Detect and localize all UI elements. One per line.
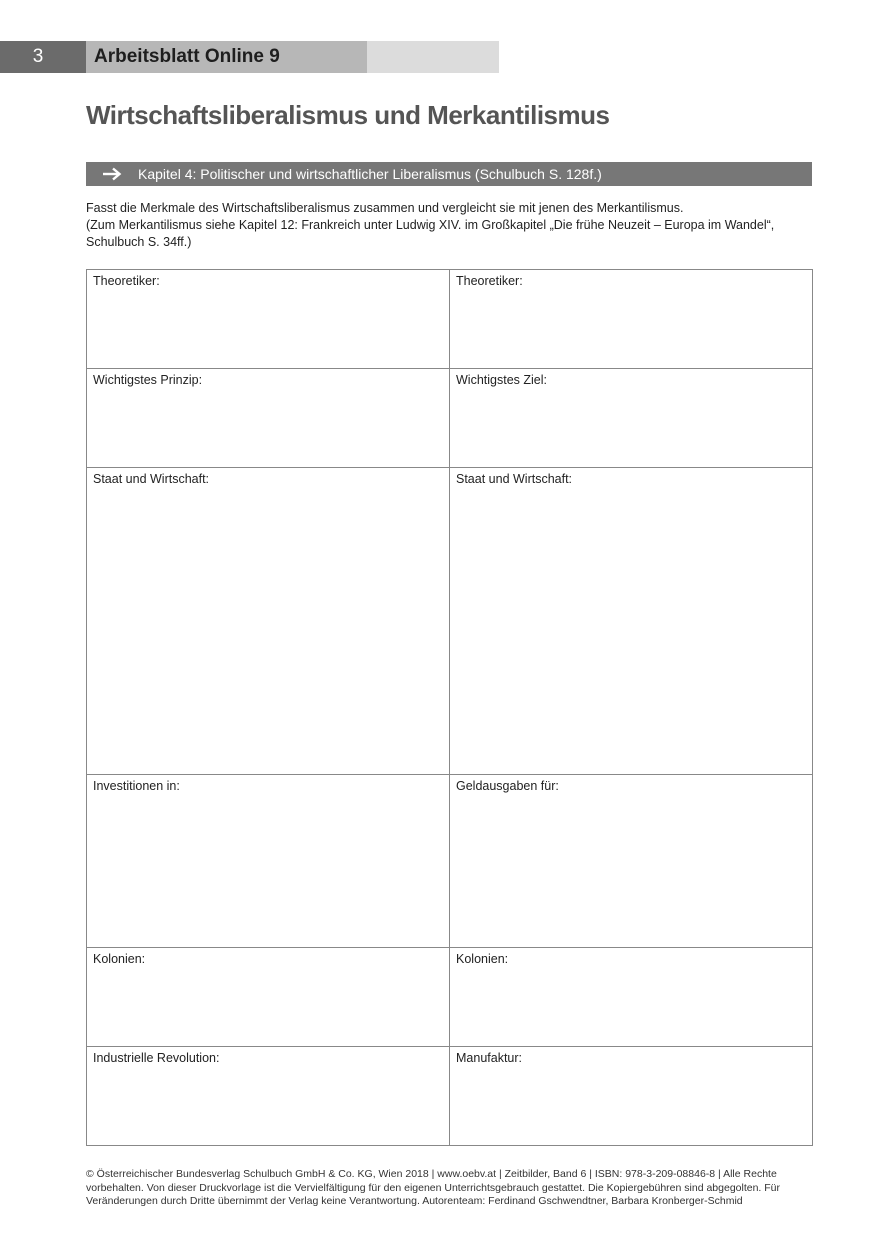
- page-number: 3: [0, 41, 86, 73]
- answer-cell-prinzip[interactable]: Wichtigstes Prinzip:: [87, 369, 450, 468]
- comparison-table: [86, 269, 813, 1146]
- answer-cell-kolonien-left[interactable]: Kolonien:: [87, 948, 450, 1047]
- answer-cell-geldausgaben[interactable]: Geldausgaben für:: [450, 775, 813, 948]
- answer-cell-industrielle-revolution[interactable]: Industrielle Revolution:: [87, 1047, 450, 1146]
- arrow-right-icon: [86, 167, 138, 181]
- header-filler: [367, 41, 499, 73]
- chapter-reference-text: Kapitel 4: Politischer und wirtschaftlicher Liberalismus (Schulbuch S. 128f.): [138, 166, 602, 182]
- instruction-line: Fasst die Merkmale des Wirtschaftsliberalismus zusammen und vergleicht sie mit jenen des Merkantilismus.: [86, 201, 684, 215]
- answer-cell-theoretiker-right[interactable]: Theoretiker:: [450, 270, 813, 369]
- table-row: [87, 369, 813, 468]
- table-row: [87, 1047, 813, 1146]
- answer-cell-staat-wirtschaft-right[interactable]: Staat und Wirtschaft:: [450, 468, 813, 775]
- table-row: [87, 270, 813, 369]
- answer-cell-kolonien-right[interactable]: Kolonien:: [450, 948, 813, 1047]
- answer-cell-investitionen[interactable]: Investitionen in:: [87, 775, 450, 948]
- table-row: [87, 948, 813, 1047]
- table-row: [87, 775, 813, 948]
- answer-cell-manufaktur[interactable]: Manufaktur:: [450, 1047, 813, 1146]
- table-row: [87, 468, 813, 775]
- answer-cell-theoretiker-left[interactable]: Theoretiker:: [87, 270, 450, 369]
- answer-cell-staat-wirtschaft-left[interactable]: Staat und Wirtschaft:: [87, 468, 450, 775]
- copyright-text: © Österreichischer Bundesverlag Schulbuch GmbH & Co. KG, Wien 2018 | www.oebv.at | Zeitbilder, Band 6 | ISBN: 978-3-209-08846-8 | Alle Rechte vorbehalten. Von dieser Druckvorlage ist die Vervielfältigung für den eigenen Unterrichtsgebrauch gestattet. Die Kopiergebühren sind abgegolten. Für Veränderungen durch Dritte übernimmt der Verlag keine Verantwortung. Autorenteam: Ferdinand Gschwendtner, Barbara Kronberger-Schmid: [86, 1168, 781, 1207]
- chapter-reference-bar: [86, 162, 812, 186]
- worksheet-header: [0, 41, 499, 73]
- worksheet-label: Arbeitsblatt Online 9: [86, 41, 367, 73]
- answer-cell-ziel[interactable]: Wichtigstes Ziel:: [450, 369, 813, 468]
- instruction-note: (Zum Merkantilismus siehe Kapitel 12: Frankreich unter Ludwig XIV. im Großkapitel „Die frühe Neuzeit – Europa im Wandel“, Schulbuch S. 34ff.): [86, 218, 775, 249]
- page-title: Wirtschaftsliberalismus und Merkantilismus: [86, 100, 610, 130]
- copyright-footer: [86, 1168, 812, 1209]
- task-instructions: [86, 200, 812, 251]
